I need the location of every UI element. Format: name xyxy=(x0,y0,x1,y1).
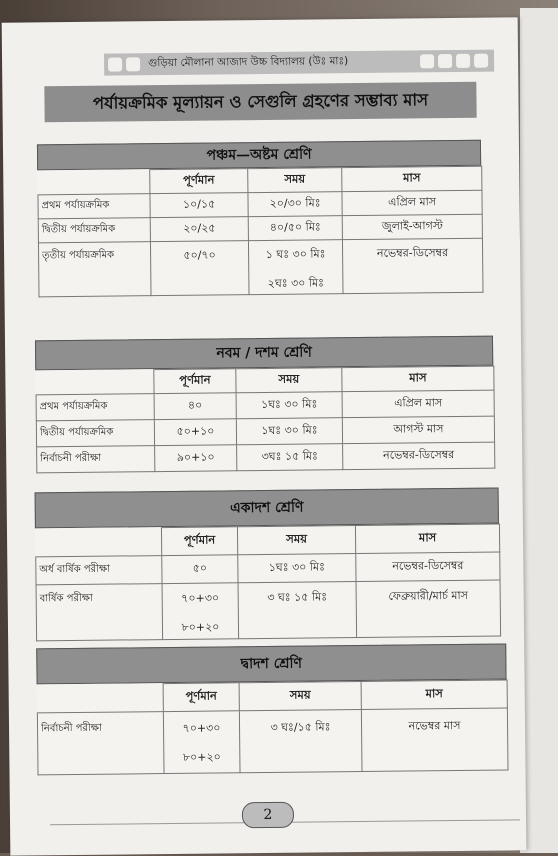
table-row xyxy=(37,442,495,473)
full-marks: ৭০+৩০ xyxy=(181,591,220,605)
month: নভেম্বর-ডিসেম্বর xyxy=(342,238,483,293)
exam-name: প্রথম পর্যায়ক্রমিক xyxy=(38,194,150,219)
duration: ৩ ঘঃ/১৫ মিঃ xyxy=(239,709,362,772)
full-marks: ৪০ xyxy=(154,393,236,420)
month: আগস্ট মাস xyxy=(342,416,494,444)
full-marks-cell xyxy=(162,583,239,640)
month: ফেব্রুয়ারী/মার্চ মাস xyxy=(356,580,501,638)
decorative-box xyxy=(438,54,452,68)
header-decoration-right xyxy=(420,54,488,69)
column-header-month: মাস xyxy=(342,366,494,392)
schedule-table xyxy=(35,524,501,642)
table-row xyxy=(37,708,508,775)
column-header-time: সময় xyxy=(239,681,361,710)
schedule-table xyxy=(35,366,495,474)
month: এপ্রিল মাস xyxy=(342,190,482,215)
column-header-month: মাস xyxy=(361,680,507,710)
schedule-table xyxy=(37,166,483,298)
document-page xyxy=(2,17,527,855)
full-marks: ৯০+১০ xyxy=(155,445,237,472)
column-header-time: সময় xyxy=(237,526,355,555)
school-name: গুড়িয়া মৌলানা আজাদ উচ্চ বিদ্যালয় (উঃ মাঃ) xyxy=(148,54,349,69)
column-header-marks: পূর্ণমান xyxy=(150,169,248,194)
section-class-9-10 xyxy=(35,336,494,474)
decorative-box xyxy=(126,57,140,71)
full-marks: ৫০+১০ xyxy=(154,419,236,446)
decorative-box xyxy=(474,54,488,68)
duration: ১ ঘঃ ৩০ মিঃ xyxy=(265,247,326,261)
next-page-edge xyxy=(520,8,558,853)
month: জুলাই-আগস্ট xyxy=(342,214,482,239)
section-title: দ্বাদশ শ্রেণি xyxy=(36,643,506,684)
section-class-12 xyxy=(36,643,507,775)
empty-cell xyxy=(35,528,161,557)
exam-name: নির্বাচনী পরীক্ষা xyxy=(37,712,164,775)
header-decoration-left xyxy=(108,57,140,71)
full-marks-cell xyxy=(163,711,240,774)
section-title: একাদশ শ্রেণি xyxy=(35,488,499,529)
month: এপ্রিল মাস xyxy=(342,390,494,418)
exam-name: দ্বিতীয় পর্যায়ক্রমিক xyxy=(36,420,154,447)
duration: ৩ ঘঃ ১৫ মিঃ xyxy=(238,582,357,639)
full-marks-alt: ৮০+২০ xyxy=(182,750,221,764)
full-marks: ৫০ xyxy=(162,555,238,584)
section-title: পঞ্চম—অষ্টম শ্রেণি xyxy=(37,140,481,171)
exam-name: বার্ষিক পরীক্ষা xyxy=(36,584,163,641)
full-marks: ১০/১৫ xyxy=(150,193,248,218)
exam-name: প্রথম পর্যায়ক্রমিক xyxy=(36,394,154,421)
month: নভেম্বর-ডিসেম্বর xyxy=(356,552,500,582)
school-header-strip xyxy=(104,50,494,76)
duration: ৩ঘঃ ১৫ মিঃ xyxy=(237,444,343,471)
duration: ১ঘঃ ৩০ মিঃ xyxy=(236,418,342,445)
column-header-time: সময় xyxy=(236,368,342,393)
section-class-5-8 xyxy=(37,140,483,298)
section-title: নবম / দশম শ্রেণি xyxy=(35,336,493,371)
empty-cell xyxy=(37,684,163,713)
month: নভেম্বর মাস xyxy=(361,708,508,772)
full-marks: ৭০+৩০ xyxy=(182,721,221,735)
column-header-month: মাস xyxy=(355,524,499,554)
duration-cell xyxy=(248,240,343,295)
page-title: পর্যায়ক্রমিক মূল্যায়ন ও সেগুলি গ্রহণের সম্ভাব্য মাস xyxy=(44,82,476,123)
full-marks: ৫০/৭০ xyxy=(150,241,249,296)
column-header-marks: পূর্ণমান xyxy=(154,369,236,394)
exam-name: দ্বিতীয় পর্যায়ক্রমিক xyxy=(38,218,150,243)
page-number: 2 xyxy=(242,802,294,829)
month: নভেম্বর-ডিসেম্বর xyxy=(343,442,495,470)
section-class-11 xyxy=(35,488,501,642)
duration: ১ঘঃ ৩০ মিঃ xyxy=(238,554,356,583)
full-marks-alt: ৮০+২০ xyxy=(181,620,220,634)
decorative-box xyxy=(420,54,434,68)
column-header-marks: পূর্ণমান xyxy=(161,527,237,556)
decorative-box xyxy=(456,54,470,68)
column-header-time: সময় xyxy=(248,168,342,193)
schedule-table xyxy=(37,679,509,775)
duration: ২০/৩০ মিঃ xyxy=(248,192,342,217)
column-header-marks: পূর্ণমান xyxy=(163,683,239,712)
empty-cell xyxy=(38,170,150,195)
duration-alt: ২ঘঃ ৩০ মিঃ xyxy=(267,276,325,290)
exam-name: তৃতীয় পর্যায়ক্রমিক xyxy=(38,242,151,297)
duration: ১ঘঃ ৩০ মিঃ xyxy=(236,392,342,419)
full-marks: ২০/২৫ xyxy=(150,217,248,242)
duration: ৪০/৫০ মিঃ xyxy=(248,216,342,241)
decorative-box xyxy=(108,57,122,71)
exam-name: নির্বাচনী পরীক্ষা xyxy=(37,446,155,473)
table-row xyxy=(36,580,501,641)
exam-name: অর্ধ বার্ষিক পরীক্ষা xyxy=(36,556,162,585)
empty-cell xyxy=(36,370,154,395)
column-header-month: মাস xyxy=(342,166,482,191)
table-row xyxy=(38,238,483,297)
